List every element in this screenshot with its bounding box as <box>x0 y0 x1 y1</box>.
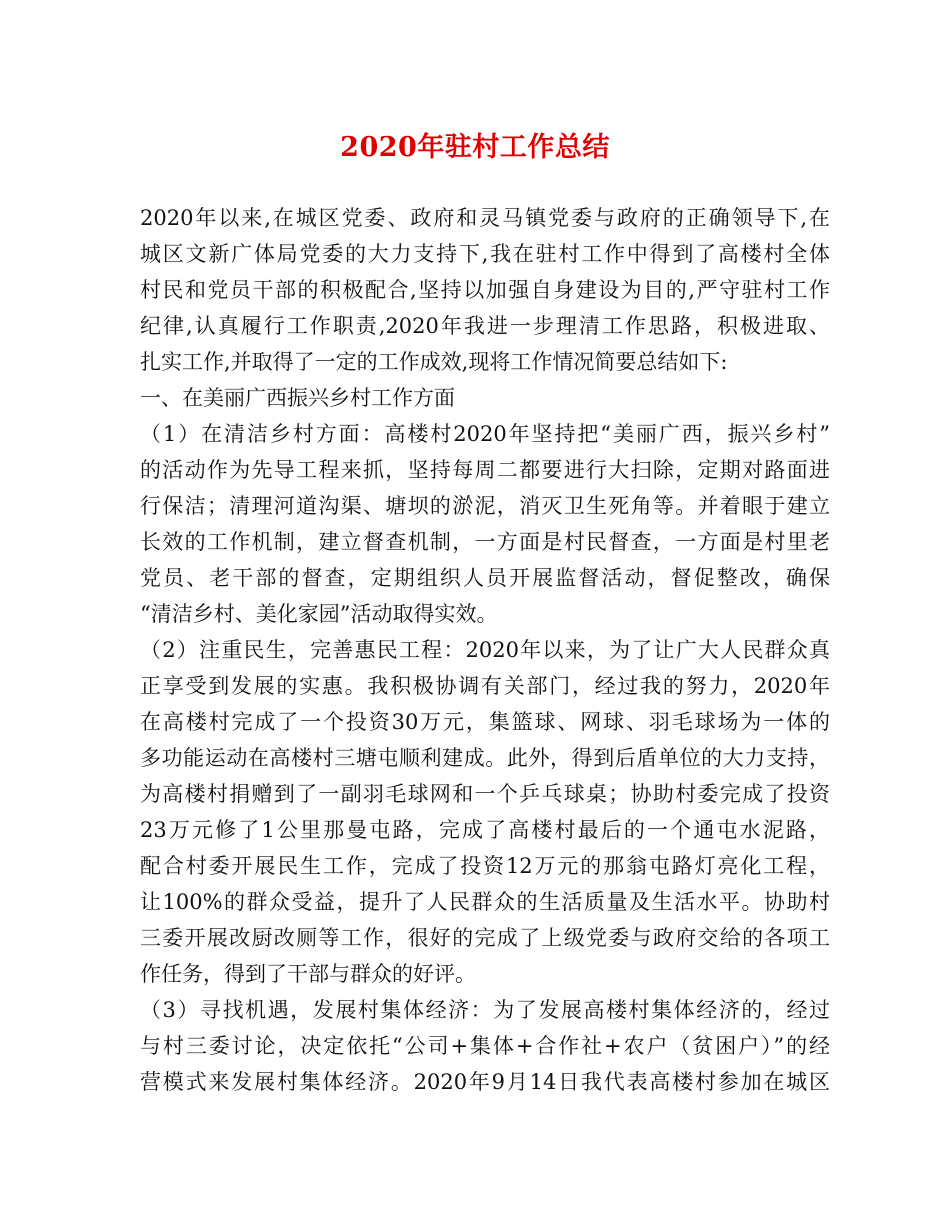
paragraph-line: 2020年以来,在城区党委、政府和灵马镇党委与政府的正确领导下,在 <box>140 206 830 230</box>
paragraph-line: 正享受到发展的实惠。我积极协调有关部门，经过我的努力，2020年 <box>140 674 830 698</box>
paragraph-line: 纪律,认真履行工作职责,2020年我进一步理清工作思路，积极进取、 <box>140 314 830 338</box>
paragraph-line: 行保洁；清理河道沟渠、塘坝的淤泥，消灭卫生死角等。并着眼于建立 <box>140 494 830 518</box>
paragraph-line: 多功能运动在高楼村三塘屯顺利建成。此外，得到后盾单位的大力支持， <box>140 746 830 770</box>
paragraph-line: 为高楼村捐赠到了一副羽毛球网和一个乒乓球桌；协助村委完成了投资 <box>140 782 830 806</box>
paragraph-line: 村民和党员干部的积极配合,坚持以加强自身建设为目的,严守驻村工作 <box>140 278 830 302</box>
paragraph-line: 营模式来发展村集体经济。2020年9月14日我代表高楼村参加在城区 <box>140 1070 830 1094</box>
paragraph-line: 作任务，得到了干部与群众的好评。 <box>140 962 476 986</box>
paragraph-line: 配合村委开展民生工作，完成了投资12万元的那翁屯路灯亮化工程， <box>140 854 830 878</box>
paragraph-line: “清洁乡村、美化家园”活动取得实效。 <box>140 602 498 626</box>
paragraph-line: 城区文新广体局党委的大力支持下,我在驻村工作中得到了高楼村全体 <box>140 242 830 266</box>
paragraph-line: （1）在清洁乡村方面：高楼村2020年坚持把“美丽广西，振兴乡村” <box>140 422 830 446</box>
paragraph-line: 与村三委讨论，决定依托“公司+集体+合作社+农户（贫困户）”的经 <box>140 1034 830 1058</box>
paragraph-line: （3）寻找机遇，发展村集体经济：为了发展高楼村集体经济的，经过 <box>140 998 830 1022</box>
section-heading: 一、在美丽广西振兴乡村工作方面 <box>140 386 455 410</box>
paragraph-line: （2）注重民生，完善惠民工程：2020年以来，为了让广大人民群众真 <box>140 638 830 662</box>
document-body <box>140 200 830 1100</box>
document-title: 2020年驻村工作总结 <box>340 132 610 163</box>
paragraph-line: 党员、老干部的督查，定期组织人员开展监督活动，督促整改，确保 <box>140 566 830 590</box>
paragraph-line: 23万元修了1公里那曼屯路，完成了高楼村最后的一个通屯水泥路， <box>140 818 830 842</box>
paragraph-line: 在高楼村完成了一个投资30万元，集篮球、网球、羽毛球场为一体的 <box>140 710 830 734</box>
paragraph-line: 的活动作为先导工程来抓，坚持每周二都要进行大扫除，定期对路面进 <box>140 458 830 482</box>
paragraph-line: 三委开展改厨改厕等工作，很好的完成了上级党委与政府交给的各项工 <box>140 926 830 950</box>
paragraph-line: 扎实工作,并取得了一定的工作成效,现将工作情况简要总结如下: <box>140 350 728 374</box>
paragraph-line: 长效的工作机制，建立督查机制，一方面是村民督查，一方面是村里老 <box>140 530 830 554</box>
paragraph-line: 让100%的群众受益，提升了人民群众的生活质量及生活水平。协助村 <box>140 890 830 914</box>
